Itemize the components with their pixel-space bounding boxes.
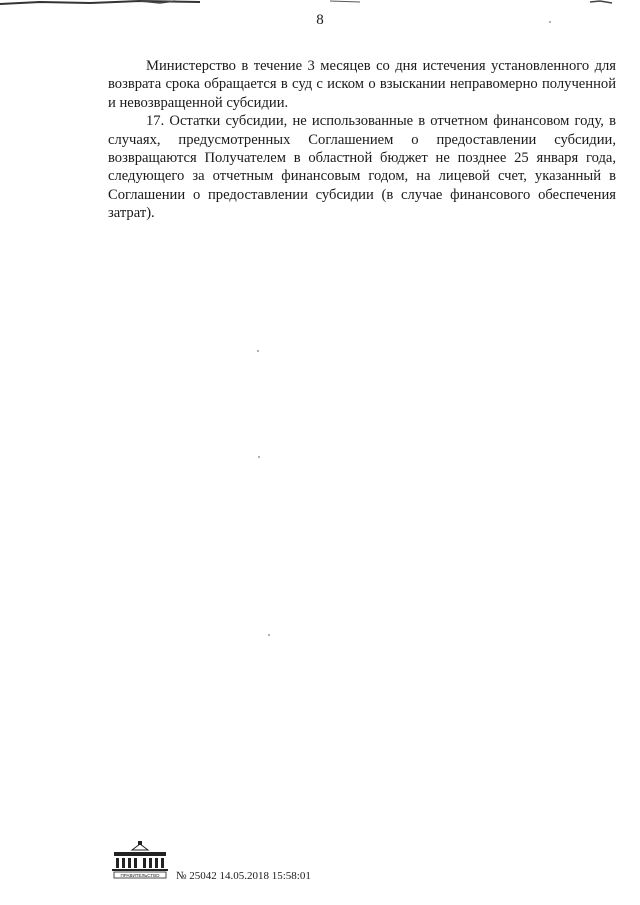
page-number: 8 [316,12,324,28]
document-body [108,57,616,223]
scan-edge-marks [0,0,640,10]
paragraph-17-subsidy-remainders: 17. Остатки субсидии, не использованные в отчетном финансовом году, в случаях, предусмотренных Соглашением о предоставлении субсидии, возвращаются Получателем в областной бюджет не позднее 25 января года, следующего за отчетным финансовым годом, на лицевой счет, указанный в Соглашении о предоставлении субсидии (в случае финансового обеспечения затрат). [108,113,616,222]
scan-speck [257,350,259,352]
government-building-stamp-icon [110,840,170,880]
paragraph-court-claim: Министерство в течение 3 месяцев со дня истечения установленного для возврата срока обращается в суд с иском о взыскании неправомерно полученной и невозвращенной субсидии. [108,58,616,111]
scan-speck [268,634,270,636]
registration-number: № 25042 14.05.2018 15:58:01 [176,870,311,882]
scan-speck [258,456,260,458]
svg-text:ПРАВИТЕЛЬСТВО: ПРАВИТЕЛЬСТВО [120,873,160,878]
scan-speck [549,21,551,23]
